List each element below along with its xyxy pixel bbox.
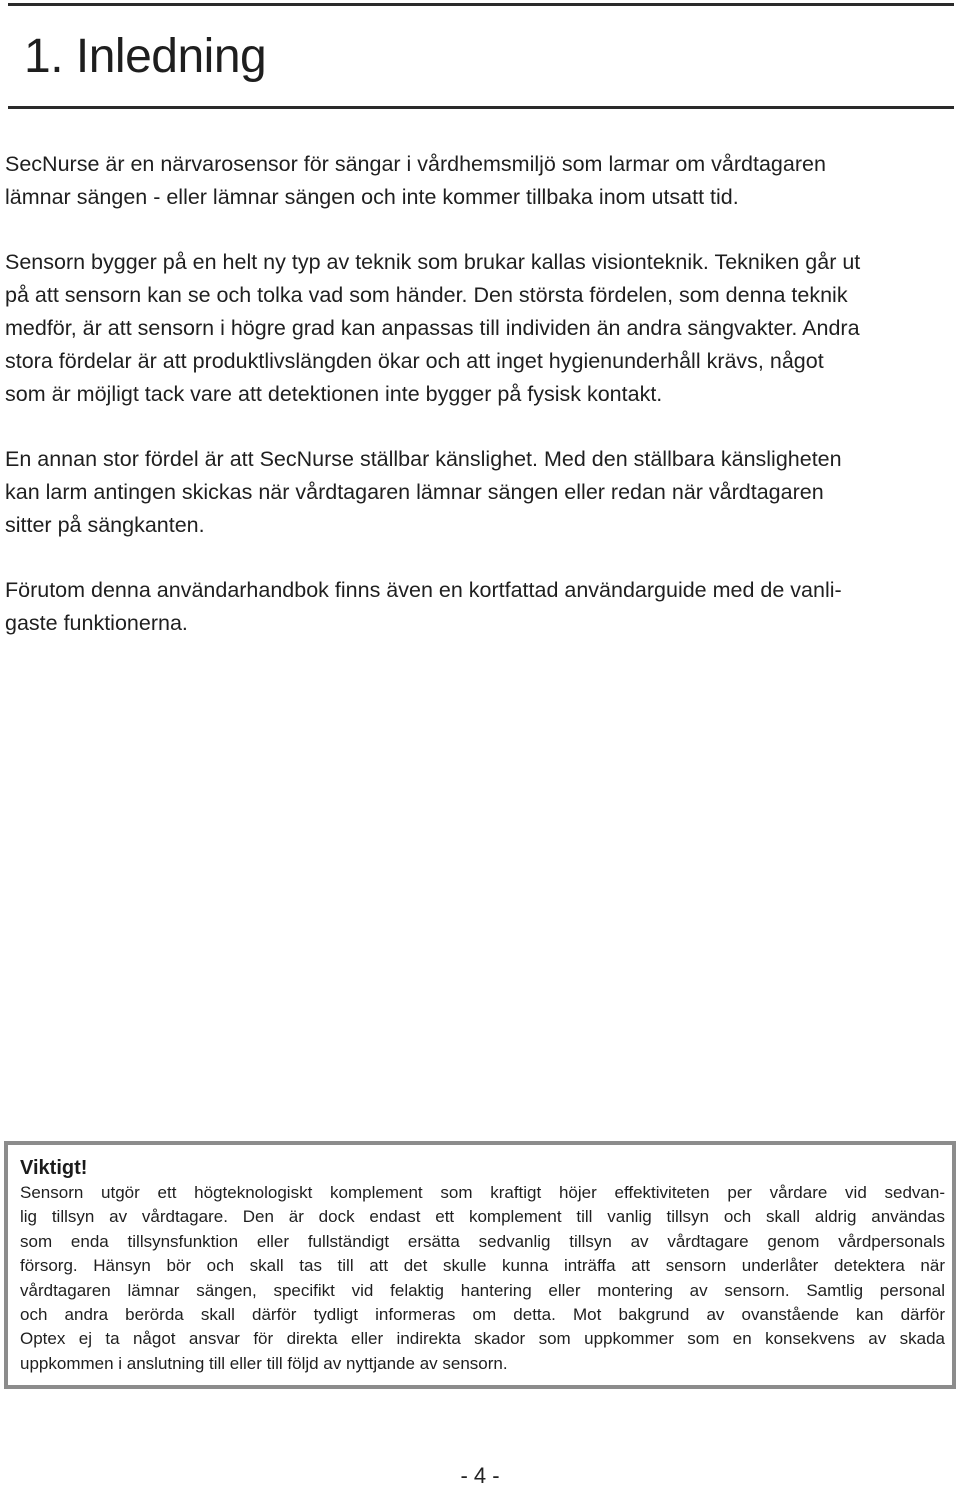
page-number: - 4 - bbox=[460, 1463, 500, 1488]
notice-line: Optex ej ta något ansvar för direkta eller indirekta skador som uppkommer som en konsekvens av skada bbox=[20, 1329, 945, 1349]
paragraph-technology bbox=[5, 246, 940, 411]
notice-heading: Viktigt! bbox=[20, 1157, 88, 1179]
paragraph-intro bbox=[5, 148, 940, 214]
paragraph-line: medför, är att sensorn i högre grad kan anpassas till individen än andra sängvakter. Andra bbox=[5, 316, 860, 340]
paragraph-line: Sensorn bygger på en helt ny typ av teknik som brukar kallas visionteknik. Tekniken går ut bbox=[5, 250, 861, 274]
paragraph-line: kan larm antingen skickas när vårdtagaren lämnar sängen eller redan när vårdtagaren bbox=[5, 480, 824, 504]
important-notice-box bbox=[4, 1141, 956, 1389]
notice-line: Sensorn utgör ett högteknologiskt komplement som kraftigt höjer effektiviteten per vårdare vid sedvan- bbox=[20, 1183, 945, 1202]
notice-line: uppkommen i anslutning till eller till följd av nyttjande av sensorn. bbox=[20, 1353, 508, 1373]
paragraph-line: stora fördelar är att produktlivslängden ökar och att inget hygienunderhåll krävs, något bbox=[5, 349, 824, 373]
notice-line: försorg. Hänsyn bör och skall tas till att det skulle kunna inträffa att sensorn underlåter detektera när bbox=[20, 1256, 945, 1276]
notice-line: som enda tillsynsfunktion eller fullständigt ersätta sedvanlig tillsyn av vårdtagare genom vårdpersonals bbox=[20, 1231, 945, 1251]
paragraph-line: som är möjligt tack vare att detektionen inte bygger på fysisk kontakt. bbox=[5, 382, 663, 406]
paragraph-line: SecNurse är en närvarosensor för sängar i vårdhemsmiljö som larmar om vårdtagaren bbox=[5, 152, 826, 176]
notice-line: vårdtagaren lämnar sängen, specifikt vid felaktig hantering eller montering av sensorn. Samtlig personal bbox=[20, 1280, 945, 1300]
paragraph-line: gaste funktionerna. bbox=[5, 611, 188, 635]
paragraph-line: på att sensorn kan se och tolka vad som händer. Den största fördelen, som denna teknik bbox=[5, 283, 848, 307]
header-top-rule bbox=[8, 3, 954, 6]
paragraph-sensitivity bbox=[5, 443, 940, 542]
notice-body bbox=[20, 1181, 945, 1376]
page-title: 1. Inledning bbox=[24, 30, 267, 83]
notice-line: lig tillsyn av vårdtagare. Den är dock endast ett komplement till vanlig tillsyn och skall aldrig användas bbox=[20, 1207, 945, 1227]
paragraph-line: lämnar sängen - eller lämnar sängen och inte kommer tillbaka inom utsatt tid. bbox=[5, 185, 739, 209]
paragraph-user-guide bbox=[5, 574, 940, 640]
header-bottom-rule bbox=[8, 106, 954, 109]
paragraph-line: sitter på sängkanten. bbox=[5, 513, 205, 537]
paragraph-line: En annan stor fördel är att SecNurse ställbar känslighet. Med den ställbara känsligheten bbox=[5, 447, 842, 471]
notice-line: och andra berörda skall därför tydligt informeras om detta. Mot bakgrund av ovanstående kan därför bbox=[20, 1305, 945, 1325]
paragraph-line: Förutom denna användarhandbok finns även en kortfattad användarguide med de vanli- bbox=[5, 578, 842, 602]
